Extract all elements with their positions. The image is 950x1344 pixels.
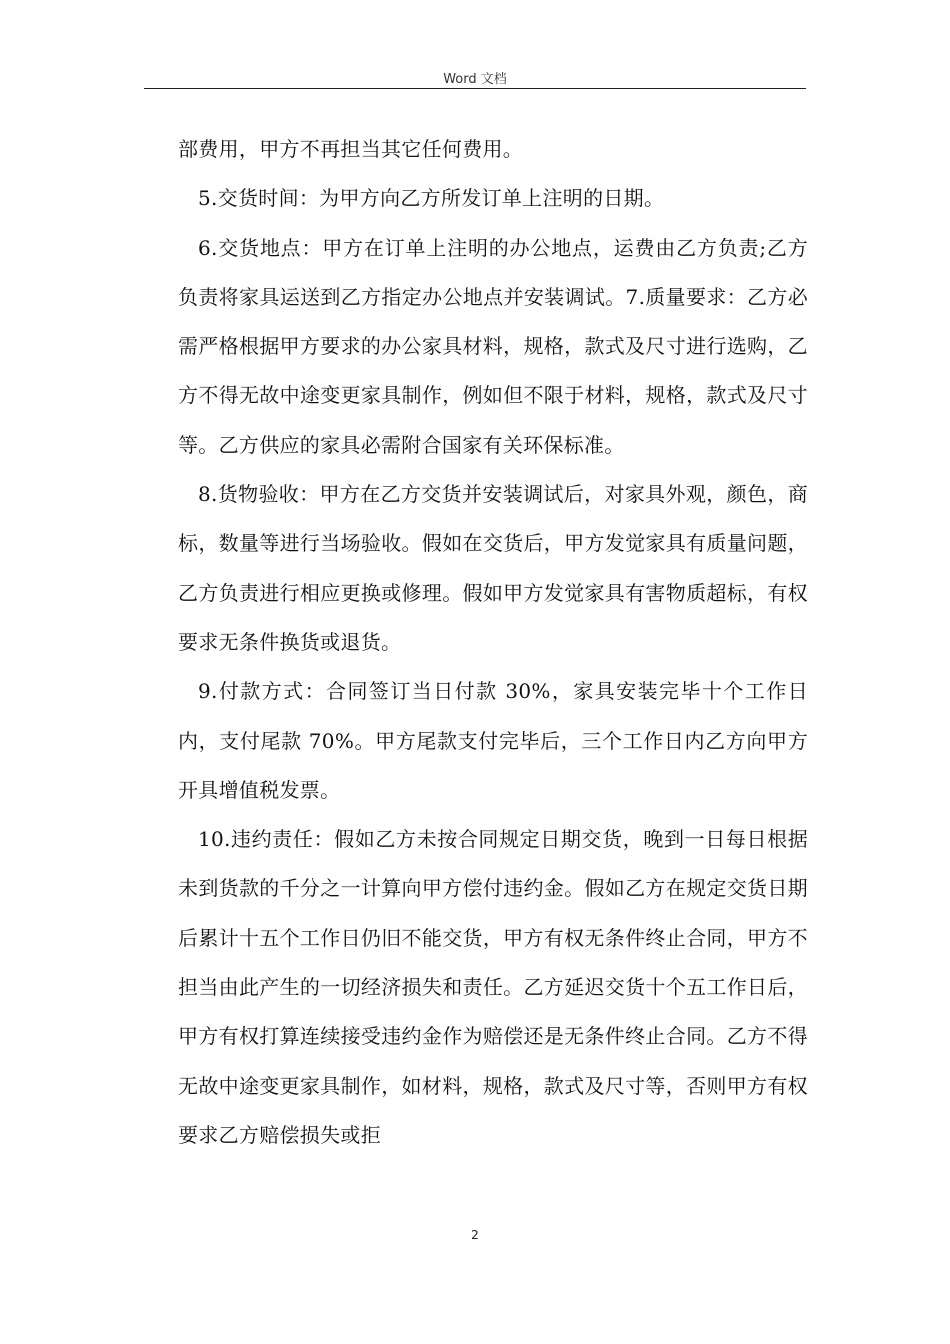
paragraph-payment: 9.付款方式：合同签订当日付款 30%，家具安装完毕十个工作日内，支付尾款 70%。甲方尾款支付完毕后，三个工作日内乙方向甲方开具增值税发票。 (178, 679, 808, 802)
paragraph-delivery-time: 5.交货时间：为甲方向乙方所发订单上注明的日期。 (198, 186, 665, 211)
paragraph-continuation: 部费用，甲方不再担当其它任何费用。 (178, 137, 524, 161)
paragraph-acceptance: 8.货物验收：甲方在乙方交货并安装调试后，对家具外观，颜色，商标，数量等进行当场验收。假如在交货后，甲方发觉家具有质量问题，乙方负责进行相应更换或修理。假如甲方发觉家具有害物质超标，有权要求无条件换货或退货。 (178, 482, 808, 654)
paragraph-liability: 10.违约责任：假如乙方未按合同规定日期交货，晚到一日每日根据未到货款的千分之一计算向甲方偿付违约金。假如乙方在规定交货日期后累计十五个工作日仍旧不能交货，甲方有权无条件终止合同，甲方不担当由此产生的一切经济损失和责任。乙方延迟交货十个五工作日后，甲方有权打算连续接受违约金作为赔偿还是无条件终止合同。乙方不得无故中途变更家具制作，如材料，规格，款式及尺寸等，否则甲方有权要求乙方赔偿损失或拒 (178, 827, 808, 1147)
header-divider (144, 88, 806, 89)
page-header-title: Word 文档 (443, 72, 507, 87)
paragraph-delivery-location: 6.交货地点：甲方在订单上注明的办公地点，运费由乙方负责;乙方负责将家具运送到乙方指定办公地点并安装调试。7.质量要求：乙方必需严格根据甲方要求的办公家具材料，规格，款式及尺寸进行选购，乙方不得无故中途变更家具制作，例如但不限于材料，规格，款式及尺寸等。乙方供应的家具必需附合国家有关环保标准。 (178, 235, 808, 457)
page-number: 2 (471, 1228, 479, 1242)
document-body (178, 125, 808, 1160)
